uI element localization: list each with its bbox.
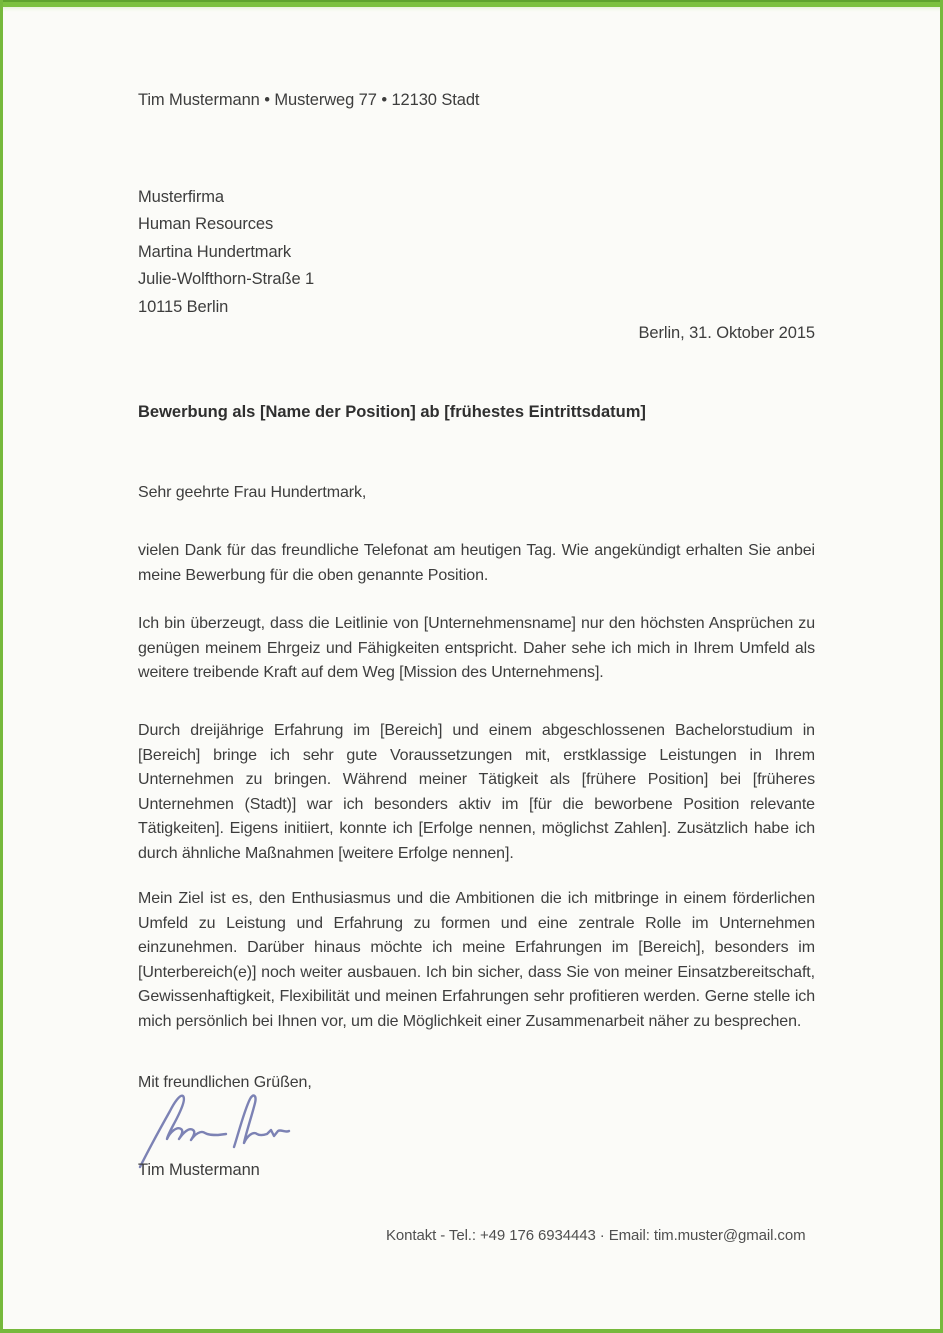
body-paragraph-2: Ich bin überzeugt, dass die Leitlinie von [Unternehmensname] nur den höchsten Ansprüchen zu genügen meinem Ehrgeiz und Fähigkeiten entspricht. Daher sehe ich mich in Ihrem Umfeld als weitere treibende Kraft auf dem Weg [Mission des Unternehmens]. <box>138 615 815 681</box>
accent-top-bar <box>3 0 940 12</box>
signature-stroke-1 <box>140 1096 226 1167</box>
salutation: Sehr geehrte Frau Hundertmark, <box>138 484 367 501</box>
closing-line: Mit freundlichen Grüßen, <box>138 1074 312 1091</box>
subject-line: Bewerbung als [Name der Position] ab [frühestes Eintrittsdatum] <box>138 403 646 421</box>
recipient-street: Julie-Wolfthorn-Straße 1 <box>138 270 315 289</box>
sender-line: Tim Mustermann • Musterweg 77 • 12130 Stadt <box>138 91 480 109</box>
body-paragraph-3: Durch dreijährige Erfahrung im [Bereich] und einem abgeschlossenen Bachelorstudium in [Bereich] bringe ich sehr gute Voraussetzungen mit, erstklassige Leistungen in Ihrem Unternehmen zu bringen. Während meiner Tätigkeit als [frühere Position] bei [früheres Unternehmen (Stadt)] war ich besonders aktiv im [für die beworbene Position relevante Tätigkeiten]. Eigens initiiert, konnte ich [Erfolge nennen, möglichst Zahlen]. Zusätzlich habe ich durch ähnliche Maßnahmen [weitere Erfolge nennen]. <box>138 722 815 862</box>
date-line: Berlin, 31. Oktober 2015 <box>638 324 815 342</box>
body-paragraph-4: Mein Ziel ist es, den Enthusiasmus und die Ambitionen die ich mitbringe in einem förderlichen Umfeld zu Leistung und Erfahrung zu formen und eine zentrale Rolle im Unternehmen einzunehmen. Darüber hinaus möchte ich meine Erfahrungen im [Bereich], besonders im [Unterbereich(e)] noch weiter ausbauen. Ich bin sicher, dass Sie von meiner Einsatzbereitschaft, Gewissenhaftigkeit, Flexibilität und meinen Erfahrungen sehr profitieren werden. Gerne stelle ich mich persönlich bei Ihnen vor, um die Möglichkeit einer Zusammenarbeit näher zu besprechen. <box>138 890 815 1030</box>
recipient-contact-person: Martina Hundertmark <box>138 242 292 261</box>
recipient-company: Musterfirma <box>138 188 224 206</box>
footer-contact-line: Kontakt - Tel.: +49 176 6934443 · Email: tim.muster@gmail.com <box>386 1227 806 1244</box>
signer-name: Tim Mustermann <box>138 1161 260 1179</box>
signature-stroke-2 <box>234 1096 289 1147</box>
recipient-city: 10115 Berlin <box>138 297 229 316</box>
recipient-address-block <box>138 184 314 321</box>
recipient-department: Human Resources <box>138 215 274 234</box>
body-paragraph-1: vielen Dank für das freundliche Telefonat am heutigen Tag. Wie angekündigt erhalten Sie anbei meine Bewerbung für die oben genannte Position. <box>138 542 815 584</box>
